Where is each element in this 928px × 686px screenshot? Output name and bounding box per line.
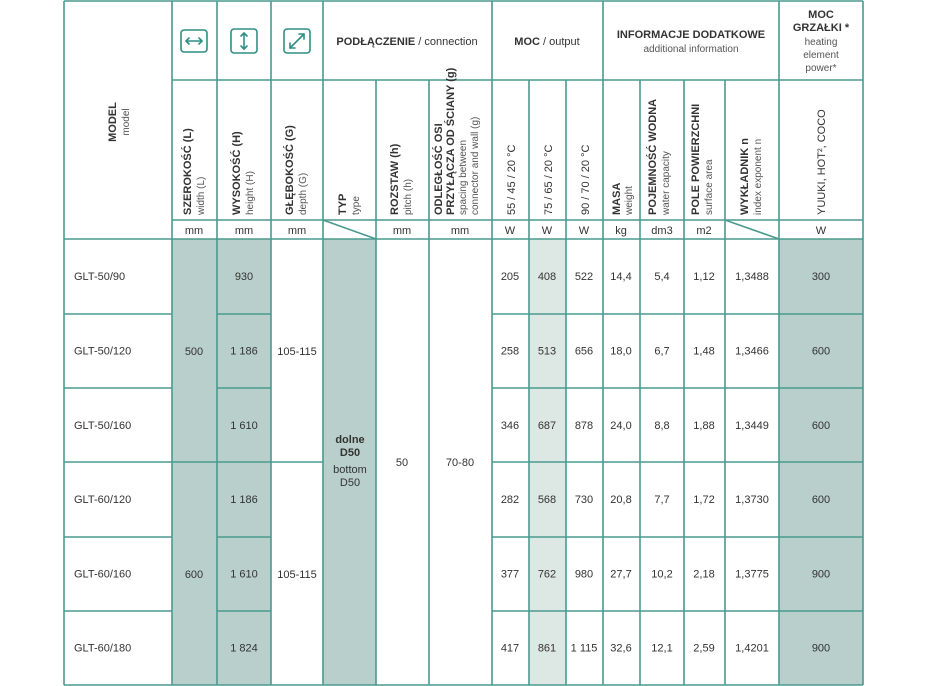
cell-height: 1 824 bbox=[230, 642, 258, 655]
height-header-pl: WYSOKOŚĆ (H) bbox=[231, 131, 243, 215]
cell-model: GLT-60/120 bbox=[74, 494, 132, 506]
info-group-header-pl: INFORMACJE DODATKOWE bbox=[616, 29, 766, 41]
cell-surface: 2,59 bbox=[693, 642, 715, 655]
cell-p90: 522 bbox=[574, 271, 594, 284]
cell-surface: 1,72 bbox=[693, 494, 715, 506]
width-unit: mm bbox=[184, 225, 204, 237]
cell-p75: 568 bbox=[537, 494, 557, 506]
width-600-cell: 600 bbox=[184, 569, 204, 581]
cell-heater: 600 bbox=[811, 419, 831, 432]
model-header-en: model bbox=[121, 108, 132, 136]
vertical-arrows-icon bbox=[231, 29, 257, 53]
cell-model: GLT-60/160 bbox=[74, 568, 132, 581]
cell-height: 1 610 bbox=[230, 568, 258, 581]
spacing-unit: mm bbox=[450, 225, 470, 237]
cell-heater: 600 bbox=[811, 345, 831, 358]
height-header-en: height (H) bbox=[245, 171, 256, 215]
cell-water: 7,7 bbox=[654, 494, 670, 506]
cell-p75: 513 bbox=[537, 345, 557, 358]
pitch-header-pl: ROZSTAW (h) bbox=[389, 143, 401, 215]
cell-mass: 18,0 bbox=[610, 345, 632, 358]
cell-height: 930 bbox=[234, 271, 254, 284]
cell-surface: 1,12 bbox=[693, 271, 715, 284]
surface-header-pl: POLE POWIERZCHNI bbox=[690, 103, 702, 215]
cell-exponent: 1,3466 bbox=[735, 345, 769, 358]
spacing-cell: 70-80 bbox=[445, 457, 475, 469]
heater-unit: W bbox=[815, 225, 827, 237]
water-unit: dm3 bbox=[651, 225, 673, 237]
cell-surface: 1,88 bbox=[693, 419, 715, 432]
p75-unit: W bbox=[541, 225, 553, 237]
water-header-pl: POJEMNOŚĆ WODNA bbox=[647, 98, 659, 215]
depth-unit: mm bbox=[287, 225, 307, 237]
depth-b-cell: 105-115 bbox=[277, 569, 317, 581]
horizontal-arrows-icon bbox=[181, 30, 207, 52]
spacing-header-pl2: PRZYŁĄCZA OD ŚCIANY (g) bbox=[445, 67, 457, 215]
cell-p55: 258 bbox=[500, 345, 520, 358]
cell-water: 12,1 bbox=[651, 642, 673, 655]
heater-group-l1: MOC bbox=[808, 9, 834, 21]
cell-mass: 27,7 bbox=[610, 568, 632, 581]
cell-height: 1 186 bbox=[230, 494, 258, 506]
cell-exponent: 1,3449 bbox=[735, 419, 769, 432]
exponent-unit-slash bbox=[725, 220, 779, 239]
mass-header-en: weight bbox=[624, 186, 635, 215]
depth-header-en: depth (G) bbox=[298, 172, 309, 215]
p90-unit: W bbox=[578, 225, 590, 237]
cell-mass: 14,4 bbox=[610, 271, 632, 284]
cell-heater: 300 bbox=[811, 271, 831, 284]
cell-p90: 980 bbox=[574, 568, 594, 581]
cell-p55: 417 bbox=[500, 642, 520, 655]
cell-p90: 656 bbox=[574, 345, 594, 358]
heater-group-l4: element bbox=[803, 50, 839, 61]
cell-p90: 1 115 bbox=[570, 642, 598, 655]
heater-group-l3: heating bbox=[804, 37, 838, 48]
cell-water: 6,7 bbox=[654, 345, 670, 358]
cell-p55: 205 bbox=[500, 271, 520, 284]
pitch-header-en: pitch (h) bbox=[403, 178, 414, 215]
cell-p75: 687 bbox=[537, 419, 557, 432]
cell-p90: 878 bbox=[574, 419, 594, 432]
cell-height: 1 610 bbox=[230, 419, 258, 432]
cell-p55: 377 bbox=[500, 568, 520, 581]
depth-a-cell: 105-115 bbox=[277, 346, 317, 358]
cell-p90: 730 bbox=[574, 494, 594, 506]
cell-mass: 32,6 bbox=[610, 642, 632, 655]
mass-unit: kg bbox=[615, 225, 627, 237]
pitch-cell: 50 bbox=[395, 457, 409, 469]
cell-height: 1 186 bbox=[230, 345, 258, 358]
surface-unit: m2 bbox=[696, 225, 712, 237]
cell-water: 8,8 bbox=[654, 419, 670, 432]
info-group-header-en: additional information bbox=[643, 44, 739, 55]
width-header-pl: SZEROKOŚĆ (L) bbox=[182, 128, 194, 215]
water-header-en: water capacity bbox=[661, 151, 672, 215]
cell-mass: 20,8 bbox=[610, 494, 632, 506]
cell-p75: 408 bbox=[537, 271, 557, 284]
heater-group-l2: GRZAŁKI * bbox=[792, 22, 850, 34]
cell-p75: 861 bbox=[537, 642, 557, 655]
exponent-header-pl: WYKŁADNIK n bbox=[739, 138, 751, 215]
width-500-cell: 500 bbox=[184, 346, 204, 358]
cell-exponent: 1,4201 bbox=[735, 642, 769, 655]
diagonal-arrows-icon bbox=[284, 29, 310, 53]
spacing-header-en2: connector and wall (g) bbox=[470, 116, 481, 215]
surface-header-en: surface area bbox=[704, 159, 715, 215]
cell-heater: 900 bbox=[811, 568, 831, 581]
depth-header-pl: GŁĘBOKOŚĆ (G) bbox=[284, 125, 296, 215]
cell-heater: 600 bbox=[811, 494, 831, 506]
p90-header: 90 / 70 / 20 °C bbox=[580, 144, 592, 215]
heater-group-l5: power* bbox=[805, 63, 837, 74]
units-row bbox=[185, 225, 827, 237]
cell-model: GLT-50/160 bbox=[74, 419, 132, 432]
mass-header-pl: MASA bbox=[611, 182, 623, 215]
type-cell-pl2: D50 bbox=[339, 447, 361, 459]
p75-header: 75 / 65 / 20 °C bbox=[543, 144, 555, 215]
type-cell-en2: D50 bbox=[339, 477, 361, 489]
type-header-en: type bbox=[351, 196, 362, 215]
height-unit: mm bbox=[234, 225, 254, 237]
cell-p55: 282 bbox=[500, 494, 520, 506]
cell-p55: 346 bbox=[500, 419, 520, 432]
cell-exponent: 1,3730 bbox=[735, 494, 769, 506]
cell-model: GLT-60/180 bbox=[74, 642, 132, 655]
cell-surface: 1,48 bbox=[693, 345, 715, 358]
type-unit-slash bbox=[323, 220, 376, 239]
model-header-pl: MODEL bbox=[107, 102, 119, 142]
cell-water: 10,2 bbox=[651, 568, 673, 581]
p55-unit: W bbox=[504, 225, 516, 237]
type-cell-en1: bottom bbox=[333, 464, 367, 476]
cell-exponent: 1,3488 bbox=[735, 271, 769, 284]
heater-header: YUUKI, HOT², COCO bbox=[816, 109, 828, 215]
cell-mass: 24,0 bbox=[610, 419, 632, 432]
cell-model: GLT-50/90 bbox=[74, 271, 126, 284]
spacing-header-pl1: ODLEGŁOŚĆ OSI bbox=[433, 123, 445, 215]
power-group-header: MOC / output bbox=[514, 36, 580, 48]
cell-model: GLT-50/120 bbox=[74, 345, 132, 358]
type-cell-pl1: dolne bbox=[335, 434, 365, 446]
cell-exponent: 1,3775 bbox=[735, 568, 769, 581]
width-header-en: width (L) bbox=[196, 176, 207, 215]
type-header-pl: TYP bbox=[337, 193, 349, 215]
cell-water: 5,4 bbox=[654, 271, 670, 284]
spacing-header-en1: spacing between bbox=[458, 139, 469, 215]
cell-surface: 2,18 bbox=[693, 568, 715, 581]
exponent-header-en: index exponent n bbox=[753, 138, 764, 215]
cell-heater: 900 bbox=[811, 642, 831, 655]
type-column-shade bbox=[323, 239, 376, 685]
cell-p75: 762 bbox=[537, 568, 557, 581]
pitch-unit: mm bbox=[392, 225, 412, 237]
connection-group-header: PODŁĄCZENIE / connection bbox=[336, 36, 478, 48]
p55-header: 55 / 45 / 20 °C bbox=[506, 144, 518, 215]
